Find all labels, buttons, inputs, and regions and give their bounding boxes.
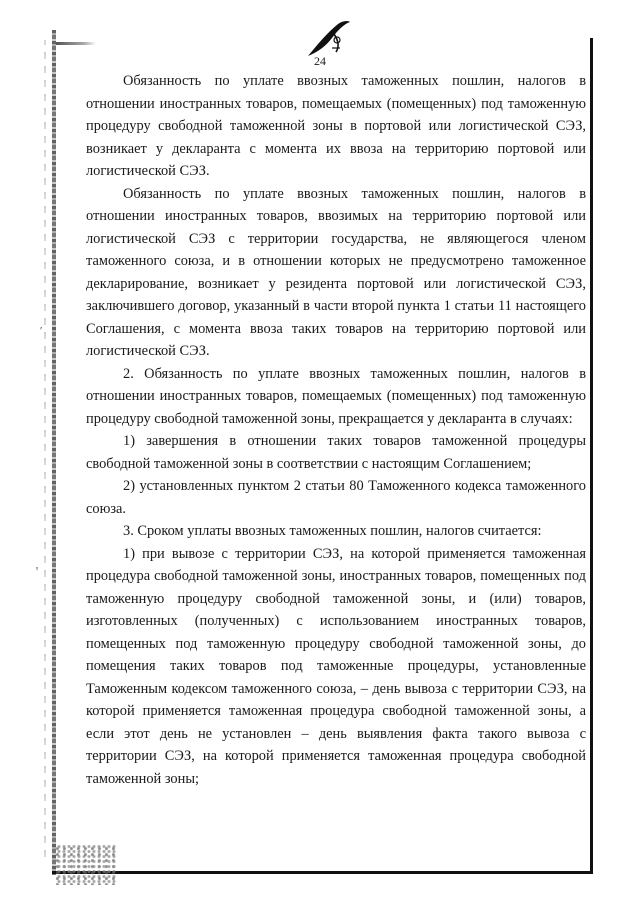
paragraph: 1) при вывозе с территории СЭЗ, на которой применяется таможенная процедура свободной таможенной зоны, иностранных товаров, помещенных под таможенную процедуру свободной таможенной зоны, и (или) товаров, изготовленных (полученных) с использованием иностранных товаров, помещенных под таможенную процедуру свободной таможенной зоны, до помещения таких товаров под таможенные процедуры, установленные Таможенным кодексом таможенного союза, – день вывоза с территории СЭЗ, на которой применяется таможенная процедура свободной таможенной зоны, а если этот день не установлен – день выявления факта такого вывоза с территории СЭЗ, на которой применяется таможенная процедура свободной таможенной зоны;: [86, 545, 586, 787]
paragraph: 2) установленных пунктом 2 статьи 80 Таможенного кодекса таможенного союза.: [86, 478, 586, 517]
paragraph: Обязанность по уплате ввозных таможенных пошлин, налогов в отношении иностранных товаров, ввозимых на территорию портовой или логистической СЭЗ с территории государства, не являющегося членом таможенного союза, и в отношении которых не предусмотрено таможенное декларирование, возникает у резидента портовой или логистической СЭЗ, заключившего договор, указанный в части второй пункта 1 статьи 11 настоящего Соглашения, с момента ввоза таких товаров на территорию портовой или логистической СЭЗ.: [86, 185, 586, 359]
page-border-bottom: [52, 871, 593, 874]
paragraph: 3. Сроком уплаты ввозных таможенных пошлин, налогов считается:: [123, 523, 542, 539]
page-border-right: [590, 38, 593, 873]
margin-mark: ꞌ: [36, 565, 38, 577]
document-body: [86, 70, 586, 790]
scan-corner-noise: [56, 845, 116, 885]
scan-smudge: [56, 42, 96, 45]
margin-mark: ʹ: [40, 325, 43, 337]
paragraph: 1) завершения в отношении таких товаров таможенной процедуры свободной таможенной зоны в соответствии с настоящим Соглашением;: [86, 433, 586, 472]
scan-edge-noise: [44, 40, 46, 860]
paragraph: 2. Обязанность по уплате ввозных таможенных пошлин, налогов в отношении иностранных товаров, помещаемых (помещенных) под таможенную процедуру свободной таможенной зоны, прекращается у декларанта в случаях:: [86, 365, 586, 427]
paragraph: Обязанность по уплате ввозных таможенных пошлин, налогов в отношении иностранных товаров, помещаемых (помещенных) под таможенную процедуру свободной таможенной зоны в портовой или логистической СЭЗ, возникает у декларанта с момента их ввоза на территорию портовой или логистической СЭЗ.: [86, 73, 586, 179]
page-number: 24: [314, 54, 326, 68]
scan-edge-left: [52, 30, 56, 875]
